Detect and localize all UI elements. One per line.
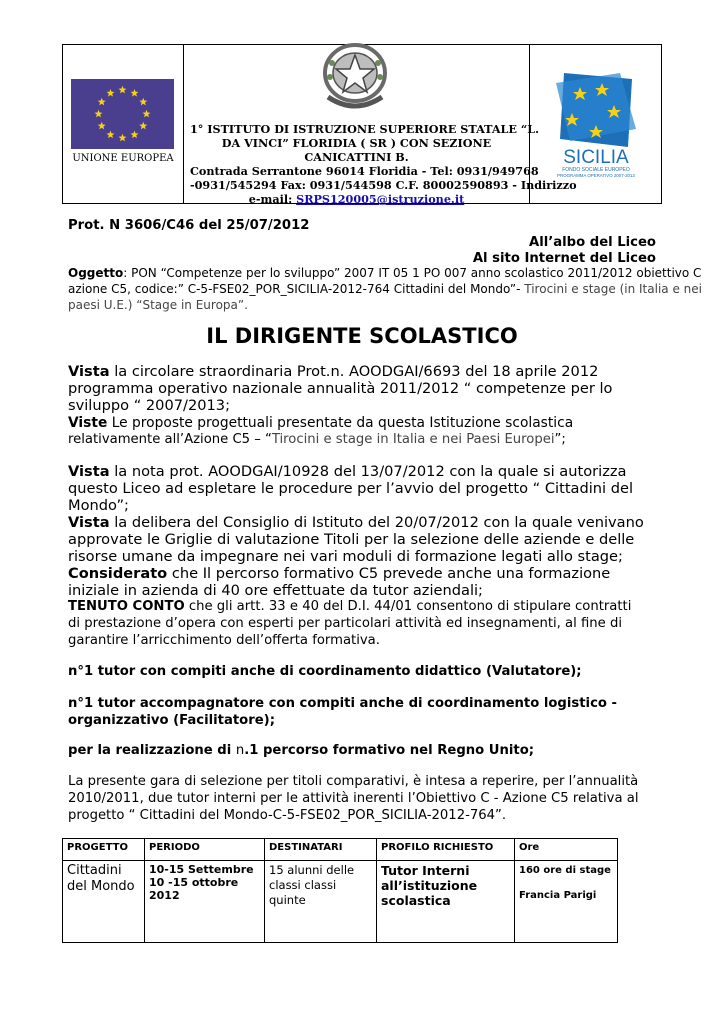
percorso-line (68, 743, 534, 758)
body-line: approvate le Griglie di valutazione Titoli per la selezione delle aziende e delle (68, 531, 635, 548)
school-line: DA VINCI” FLORIDIA ( SR ) CON SEZIONE (221, 136, 492, 150)
text: che gli artt. 33 e 40 del D.I. 44/01 consentono di stipulare contratti (184, 599, 632, 614)
email-link[interactable]: SRPS120005@istruzione.it (296, 192, 465, 206)
eu-star-icon (131, 131, 139, 139)
gara-line: 2010/2011, due tutor interni per le attività inerenti l’Obiettivo C - Azione C5 relativa al (68, 791, 639, 806)
sicilia-logo-cell (530, 45, 661, 203)
body-line: garantire l’arricchimento dell’offerta formativa. (68, 633, 380, 648)
keyword: Vista (68, 363, 110, 380)
text: relativamente all’Azione C5 – “ (68, 432, 272, 447)
paragraph-viste (68, 415, 573, 431)
gara-line: progetto “ Cittadini del Mondo-C-5-FSE02_POR_SICILIA-2012-764”. (68, 808, 507, 823)
project-table (62, 838, 618, 943)
eu-star-icon (143, 110, 151, 118)
column-header: Ore (515, 839, 618, 861)
subject-text: paesi U.E.) “Stage in Europa”. (68, 298, 248, 312)
keyword: Vista (68, 463, 110, 480)
eu-star-icon (119, 134, 127, 142)
cell-text: 15 alunni delle (269, 863, 355, 877)
sicilia-subtitle: PROGRAMMA OPERATIVO 2007-2013 (557, 173, 635, 178)
text: la delibera del Consiglio di Istituto del 20/07/2012 con la quale venivano (109, 514, 644, 531)
text: n (235, 743, 245, 758)
subject-text: azione C5, codice:” C-5-FSE02_POR_SICILIA-2012-764 Cittadini del Mondo”- (68, 282, 525, 296)
cell-text: classi classi (269, 878, 337, 892)
subject-text: Tirocini e stage (in Italia e nei (524, 282, 702, 296)
column-header: PROFILO RICHIESTO (377, 839, 515, 861)
text: per la realizzazione di (68, 743, 236, 758)
recipient-albo: All’albo del Liceo (528, 235, 656, 250)
cell-text: 10-15 Settembre (149, 863, 254, 876)
cell-text: Francia Parigi (519, 890, 597, 901)
body-line: programma operativo nazionale annualità 2011/2012 “ competenze per lo (68, 380, 613, 397)
column-header: PROGETTO (63, 839, 145, 861)
eu-star-icon (139, 122, 147, 130)
column-header: DESTINATARI (265, 839, 377, 861)
protocol-number: Prot. N 3606/C46 del 25/07/2012 (68, 218, 310, 233)
text: Le proposte progettuali presentate da questa Istituzione scolastica (107, 415, 574, 431)
body-line: risorse umane da impegnare nei vari moduli di formazione legati allo stage; (68, 548, 623, 565)
subject-line (68, 282, 702, 296)
body-line: Mondo”; (68, 497, 129, 514)
text: ”; (554, 432, 566, 447)
keyword: Viste (68, 415, 108, 431)
subject-line (68, 266, 701, 280)
cell-destinatari (265, 861, 377, 943)
italian-republic-emblem-icon (316, 41, 394, 115)
cell-progetto (63, 861, 145, 943)
school-name-block (190, 122, 577, 206)
eu-stars-icon (71, 79, 174, 149)
body-line: sviluppo “ 2007/2013; (68, 397, 231, 414)
paragraph-vista-3 (68, 514, 644, 531)
cell-text: all’istituzione (381, 878, 478, 893)
text: .1 percorso formativo nel Regno Unito; (244, 743, 535, 758)
keyword: TENUTO CONTO (68, 599, 185, 614)
sicilia-subtitle: FONDO SOCIALE EUROPEO (562, 167, 630, 173)
cell-text: 10 -15 ottobre (149, 876, 239, 889)
column-header: PERIODO (145, 839, 265, 861)
cell-text: del Mondo (67, 879, 135, 894)
eu-star-icon (107, 131, 115, 139)
cell-text: quinte (269, 893, 306, 907)
eu-star-icon (139, 98, 147, 106)
school-info-cell (184, 45, 577, 206)
text: la circolare straordinaria Prot.n. AOODGAI/6693 del 18 aprile 2012 (109, 363, 599, 380)
subject-text: : PON “Competenze per lo sviluppo” 2007 IT 05 1 PO 007 anno scolastico 2011/2012 obiettivo C (123, 266, 702, 280)
email-label: e-mail: (248, 192, 297, 206)
text: Tirocini e stage in Italia e nei Paesi Europei (271, 432, 555, 447)
cell-text: Cittadini (67, 863, 122, 878)
cell-text: 2012 (149, 889, 180, 902)
recipient-web: Al sito Internet del Liceo (472, 251, 656, 266)
body-line: di prestazione d’opera con esperti per particolari attività ed insegnamenti, al fine di (68, 616, 622, 631)
cell-ore (515, 861, 618, 943)
school-line: 1° ISTITUTO DI ISTRUZIONE SUPERIORE STATALE “L. (190, 122, 540, 136)
sicilia-text: SICILIA (563, 147, 629, 168)
eu-logo-cell (63, 45, 184, 203)
body-line (68, 432, 566, 447)
eu-star-icon (95, 110, 103, 118)
eu-star-icon (98, 122, 106, 130)
keyword: Vista (68, 514, 110, 531)
eu-star-icon (107, 89, 115, 97)
subject-label: Oggetto (68, 266, 124, 280)
paragraph-vista-2 (68, 463, 626, 480)
eu-label: UNIONE EUROPEA (72, 153, 174, 164)
gara-line: La presente gara di selezione per titoli comparativi, è intesa a reperire, per l’annualità (68, 774, 639, 789)
table-row (63, 861, 618, 943)
cell-periodo (145, 861, 265, 943)
cell-text: 160 ore di stage (519, 865, 611, 876)
cell-text: Tutor Interni (381, 863, 470, 878)
tutor-valutatore: n°1 tutor con compiti anche di coordinamento didattico (Valutatore); (68, 664, 582, 679)
body-line: iniziale in azienda di 40 ore effettuate da tutor aziendali; (68, 582, 483, 599)
document-title: IL DIRIGENTE SCOLASTICO (206, 324, 518, 348)
school-line: CANICATTINI B. (304, 150, 409, 164)
sicilia-fse-logo-icon (550, 69, 642, 181)
body-line: questo Liceo ad espletare le procedure per l’avvio del progetto “ Cittadini del (68, 480, 634, 497)
table-header-row (63, 839, 618, 861)
eu-star-icon (98, 98, 106, 106)
school-address-line: Contrada Serrantone 96014 Floridia - Tel: 0931/949768 (190, 164, 539, 178)
school-address-line: -0931/545294 Fax: 0931/544598 C.F. 80002590893 - Indirizzo (190, 178, 577, 192)
email-line (190, 192, 523, 206)
paragraph-vista-1 (68, 363, 598, 380)
text: che Il percorso formativo C5 prevede anche una formazione (167, 565, 611, 582)
keyword: Considerato (68, 565, 168, 582)
eu-flag-icon (71, 79, 174, 149)
letterhead (62, 44, 662, 204)
paragraph-considerato (68, 565, 610, 582)
paragraph-tenuto-conto (68, 599, 631, 614)
cell-text: scolastica (381, 893, 451, 908)
cell-profilo (377, 861, 515, 943)
text: la nota prot. AOODGAI/10928 del 13/07/2012 con la quale si autorizza (109, 463, 627, 480)
eu-star-icon (131, 89, 139, 97)
eu-star-icon (119, 86, 127, 94)
tutor-facilitatore: n°1 tutor accompagnatore con compiti anche di coordinamento logistico - (68, 696, 618, 711)
tutor-facilitatore-cont: organizzativo (Facilitatore); (68, 713, 275, 728)
